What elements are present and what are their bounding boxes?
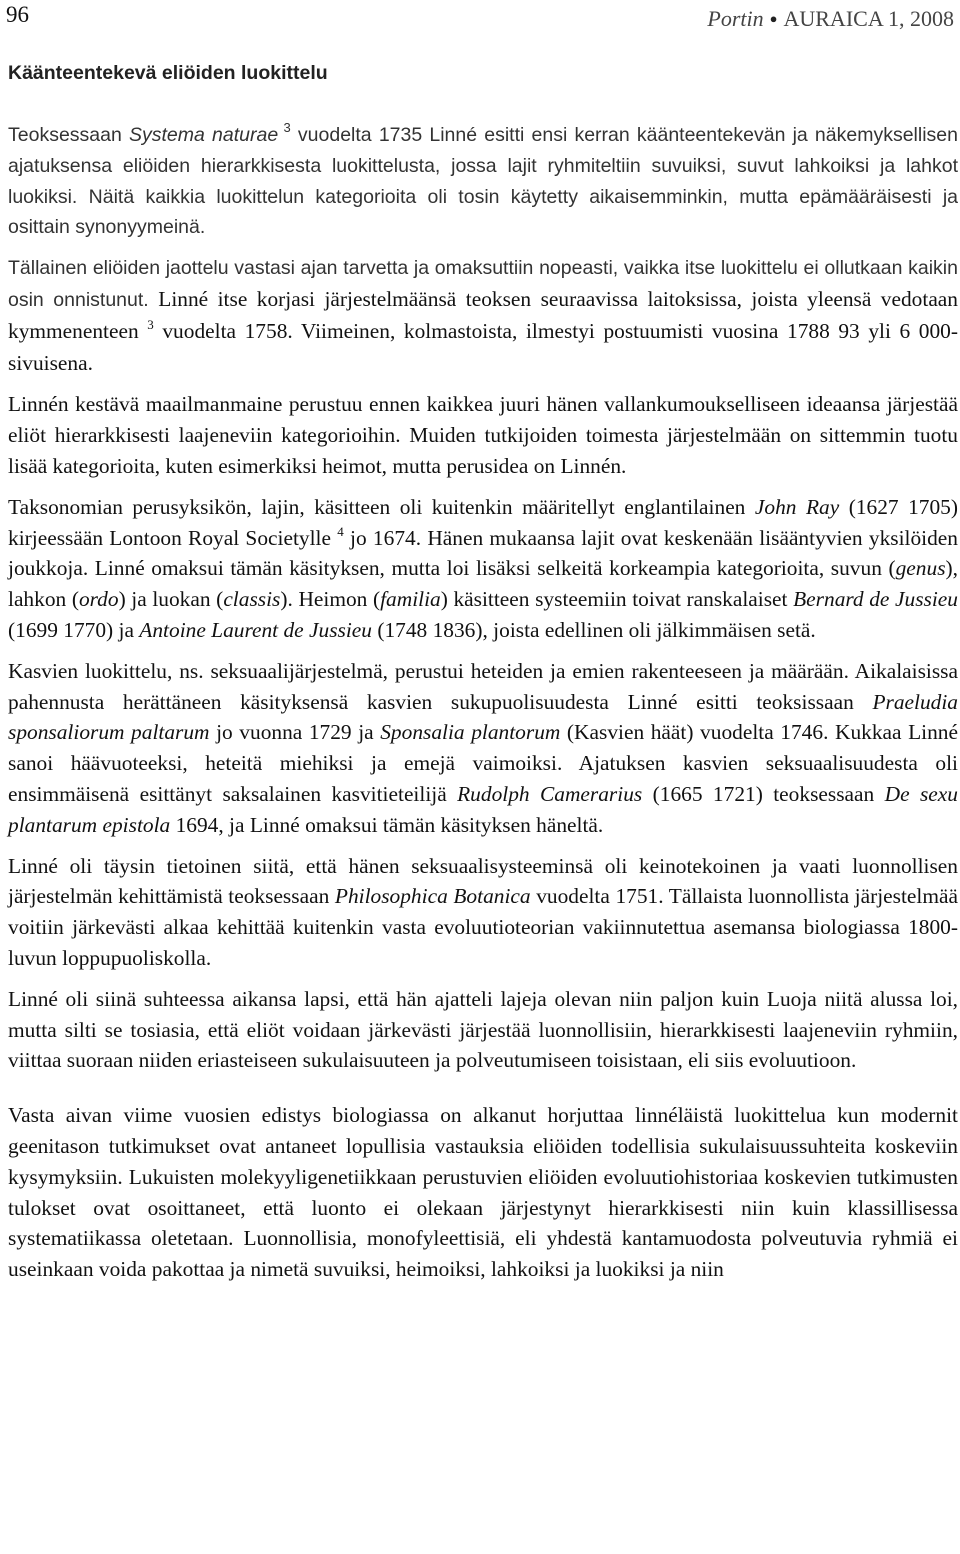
person-name: Rudolph Camerarius [457, 781, 643, 806]
text-run: Linné itse korjasi järjestelmäänsä teoksen seuraavissa laitoksissa, joista yleensä vedotaan kymmenenteen [8, 286, 958, 343]
person-name: John Ray [754, 494, 840, 519]
paragraph-7: Linné oli siinä suhteessa aikansa lapsi, että hän ajatteli lajeja olevan niin paljon kuin Luoja niitä alussa loi, mutta silti se tosiasia, että eliöt voidaan järkevästi järjestää luonnollisiin, hierarkkisesti laajeneviin ryhmiin, viittaa suoraan niiden eriasteiseen sukulaisuuteen ja polveutumiseen toisistaan, eli siis evoluutioon. [8, 986, 958, 1073]
text-run: (1665 1721) teoksessaan [642, 781, 885, 806]
text-run: ) käsitteen systeemiin toivat ranskalaiset [440, 587, 794, 612]
person-name: Antoine Laurent de Jussieu [139, 617, 372, 642]
text-run: (Kasvien häät) vuodelta 1746. Kukkaa Linné sanoi häävuoteeksi, heteitä miehiksi ja emejä vaimoiksi. Ajatuksen kasvien seksuaalisuudesta oli ensimmäisenä esittänyt saksalainen kasvitieteilijä [8, 720, 958, 806]
text-run: Linné oli täysin tietoinen siitä, että hänen seksuaalisysteeminsä oli keinotekoinen ja vaati luonnollisen järjestelmän kehittämistä teoksessaan [8, 853, 958, 909]
section-heading: Käänteentekevä eliöiden luokittelu [8, 62, 328, 84]
book-title: Philosophica Botanica [334, 884, 531, 909]
running-head [707, 6, 954, 32]
book-title: Systema naturae [129, 124, 279, 146]
text-run: (1699 1770) ja [8, 617, 140, 642]
text-run: vuodelta 1735 Linné esitti ensi kerran käänteentekevän ja näkemyksellisen ajatuksensa eliöiden hierarkkisesta luokittelusta, jossa lajit ryhmiteltiin suvuiksi, suvut lahkoiksi ja lahkot luokiksi. Näitä kaikkia luokittelun kategorioita oli tosin käytetty aikaisemminkin, mutta epämääräisesti ja osittain synonyymeinä. [8, 124, 958, 239]
paragraph-4 [8, 492, 958, 646]
text-run: vuodelta 1758. Viimeinen, kolmastoista, ilmestyi postuumisti vuosina 1788 93 yli 6 000-sivuisena. [8, 318, 958, 375]
latin-term: classis [223, 587, 281, 612]
text-run: (1748 1836), joista edellinen oli jälkimmäisen setä. [371, 617, 816, 642]
paragraph-2 [8, 253, 958, 379]
page-number: 96 [6, 2, 29, 27]
footnote-ref: 4 [337, 523, 344, 539]
latin-term: ordo [78, 587, 119, 612]
text-run: ), lahkon ( [8, 556, 958, 612]
text-run: ). Heimon ( [280, 587, 381, 612]
article-body [8, 120, 958, 1295]
text-run: (1627 1705) kirjeessään Lontoon Royal Societylle [8, 494, 958, 550]
paragraph-6 [8, 851, 958, 974]
book-title: Sponsalia plantorum [380, 720, 561, 745]
text-run: ) ja luokan ( [118, 587, 224, 612]
text-run: Tällainen eliöiden jaottelu vastasi ajan tarvetta ja omaksuttiin nopeasti, vaikka itse luokittelu ei ollutkaan kaikin osin onnistunut. [8, 257, 958, 311]
book-title: Praeludia sponsaliorum paltarum [8, 689, 958, 745]
book-title: De sexu plantarum epistola [8, 781, 958, 837]
footnote-ref: 3 [147, 316, 154, 332]
paragraph-3: Linnén kestävä maailmanmaine perustuu ennen kaikkea juuri hänen vallankumoukselliseen ideaansa järjestää eliöt hierarkkisesti laajeneviin kategorioihin. Muiden tutkijoiden toimesta järjestelmään on sittemmin tuotu lisää kategorioita, kuten esimerkiksi heimot, mutta perusidea on Linnén. [8, 392, 958, 478]
text-run: jo 1674. Hänen mukaansa lajit ovat keskenään lisääntyvien yksilöiden joukkoja. Linné omaksui tämän käsityksen, mutta loi lisäksi selkeitä korkeampia kategorioita, suvun ( [8, 525, 958, 581]
text-run: vuodelta 1751. Tällaista luonnollista järjestelmää voitiin järkevästi alkaa kehittää kuitenkin vasta evoluutioteorian vakiinnutettua asemansa biologiassa 1800-luvun loppupuoliskolla. [8, 884, 958, 970]
paragraph-8: Vasta aivan viime vuosien edistys biologiassa on alkanut horjuttaa linnéläistä luokittelua kun modernit geenitason tutkimukset ovat antaneet lopullisia vastauksia eliöiden todellisia sukulaisuussuhteita koskeviin kysymyksiin. Lukuisten molekyyligenetiikkaan perustuvien eliöiden evoluutiohistoriaa koskevien tutkimusten tulokset ovat osoittaneet, että luonto ei olekaan järjestynyt hierarkkisesti niin kuin klassillisessa systematiikassa oletetaan. Luonnollisia, monofyleettisiä, eli yhdestä kantamuodosta polveutuvia ryhmiä ei useinkaan voida pakottaa ja nimetä suvuiksi, heimoiksi, lahkoiksi ja luokiksi ja niin [8, 1103, 958, 1282]
paragraph-1 [8, 120, 958, 243]
paragraph-5 [8, 656, 958, 841]
text-run: 1694, ja Linné omaksui tämän käsityksen häneltä. [170, 812, 604, 837]
latin-term: genus [895, 556, 946, 581]
latin-term: familia [380, 587, 441, 612]
running-head-author: Portin [707, 6, 764, 31]
text-run: Taksonomian perusyksikön, lajin, käsitteen oli kuitenkin määritellyt englantilainen [8, 494, 755, 519]
text-run: Teoksessaan [8, 124, 129, 146]
person-name: Bernard de Jussieu [793, 587, 958, 612]
text-run: jo vuonna 1729 ja [209, 720, 381, 745]
bullet-separator: ● [769, 11, 778, 26]
text-run: Kasvien luokittelu, ns. seksuaalijärjestelmä, perustui heteiden ja emien rakenteeseen ja määrään. Aikalaisissa pahennusta herättäneen käsityksensä kasvien sukupuolisuudesta Linné esitti teoksissaan [8, 658, 958, 714]
running-head-journal: AURAICA 1, 2008 [783, 6, 954, 31]
footnote-ref: 3 [278, 120, 291, 135]
